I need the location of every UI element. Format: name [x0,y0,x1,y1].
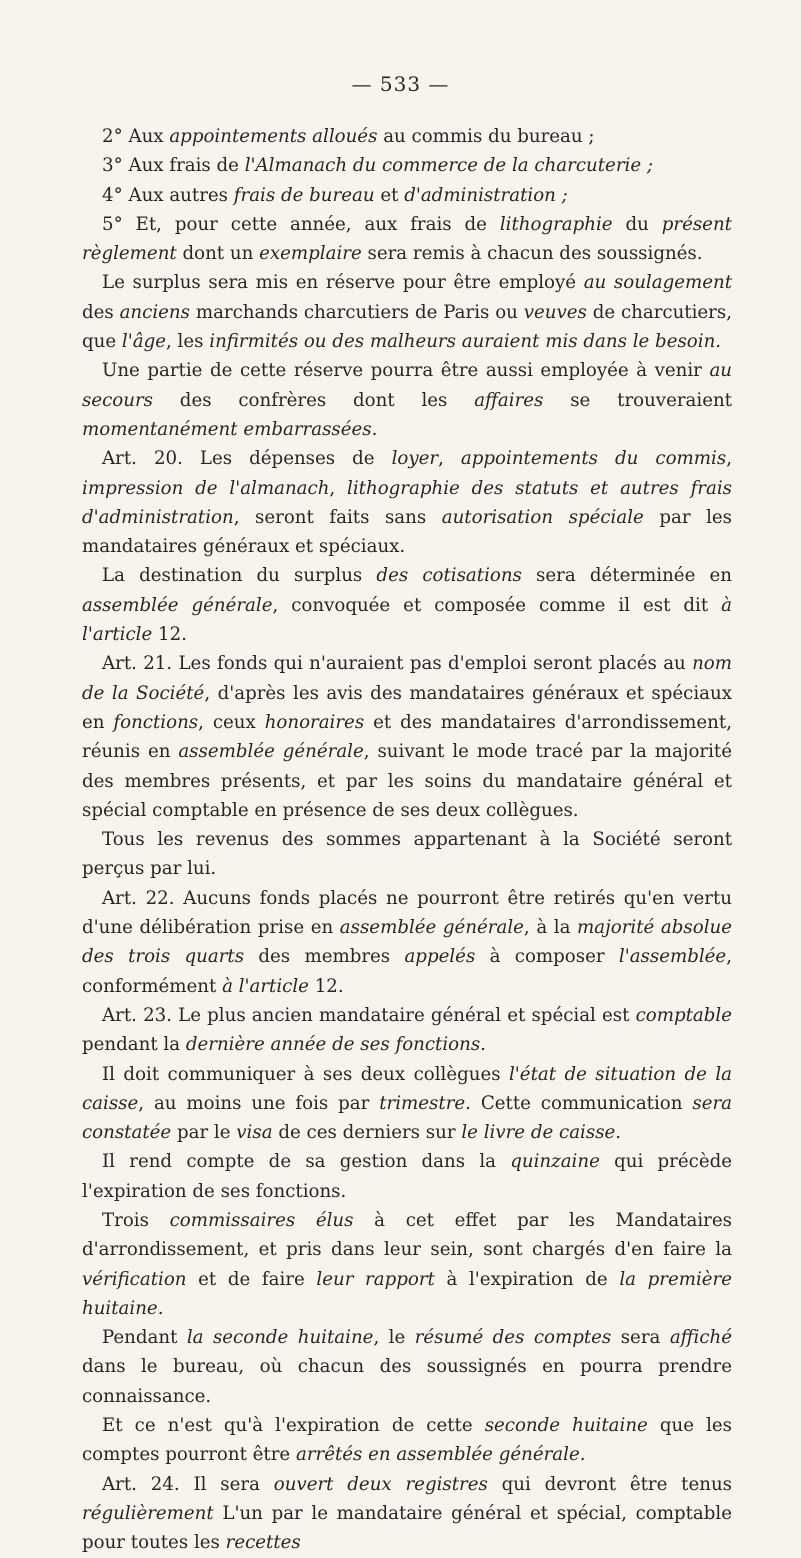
paragraph [82,1323,732,1411]
italic-run: lithographie [499,213,613,235]
italic-run: recettes [225,1532,301,1554]
paragraph [82,561,732,649]
paragraph [82,1470,732,1558]
text-run: 5° Et, pour cette année, aux frais de [102,213,500,235]
paragraph [82,825,732,884]
italic-run: honoraires [264,711,365,733]
italic-run: des cotisations [376,565,522,587]
italic-run: appelés [404,946,476,968]
text-run: , conformément [82,946,732,997]
italic-run: quinzaine [510,1151,600,1173]
text-run: Art. 22. Aucuns fonds placés ne pourront être retirés qu'en vertu d'une délibération prise en [82,887,732,939]
text-run: dans le bureau, où chacun des soussignés en pourra prendre connaissance. [82,1356,732,1407]
paragraph [82,444,732,561]
text-run: , [438,448,461,470]
italic-run: d'administration ; [404,184,568,206]
text-run: , le [373,1327,415,1349]
text-run: qui devront être tenus [487,1473,733,1495]
text-run: de charcutiers, que [82,301,732,353]
italic-run: lithographie des statuts et autres frais d'administration [82,477,732,528]
text-run: et de faire [186,1268,317,1290]
italic-run: à l'article [222,975,309,997]
text-run: que les comptes pourront être [82,1415,732,1466]
paragraph [82,1147,732,1206]
text-run: du [612,213,662,235]
italic-run: vérification [82,1268,187,1290]
text-run: Art. 23. Le plus ancien mandataire général et spécial est [102,1004,636,1026]
italic-run: trimestre. [379,1092,471,1114]
text-run: des confrères dont les [152,389,475,411]
text-run: Il doit communiquer à ses deux collègues [102,1063,509,1085]
italic-run: au secours [82,360,732,411]
text-run: pendant la [82,1034,186,1056]
italic-run: impression de l'almanach [82,477,330,499]
italic-run: l'Almanach du commerce de la charcuterie ; [244,155,654,177]
text-run: Art. 21. Les fonds qui n'auraient pas d'emploi seront placés au [102,653,693,675]
italic-run: arrêtés en assemblée générale. [295,1444,586,1466]
text-run: Tous les revenus des sommes appartenant à la Société seront perçus par lui. [82,829,732,880]
italic-run: exemplaire [259,243,362,265]
text-run: Le surplus sera mis en réserve pour être employé [102,272,584,294]
italic-run: leur rapport [316,1268,435,1290]
text-run: Art. 24. Il sera [102,1473,274,1495]
italic-run: comptable [635,1004,732,1026]
text-run: , convoquée et composée comme il est dit [272,594,722,616]
text-run: , d'après les avis des mandataires généraux et spéciaux en [82,682,732,733]
italic-run: ouvert deux registres [273,1473,488,1495]
italic-run: assemblée générale [178,741,364,763]
italic-run: à l'article [82,594,732,646]
text-run: La destination du surplus [102,565,377,587]
text-run: , les [165,331,210,353]
page-number: — 533 — [351,72,450,96]
text-run: des [82,301,120,323]
text-run: sera [611,1327,670,1349]
paragraph [82,151,732,180]
text-run: Une partie de cette réserve pourra être aussi employée à venir [102,360,710,382]
italic-run: assemblée générale [82,594,273,616]
italic-run: la première huitaine. [82,1268,733,1319]
text-run: Pendant [102,1327,187,1349]
text-run: Il rend compte de sa gestion dans la [102,1151,511,1173]
text-run: , [726,448,732,470]
paragraph [82,122,732,151]
text-run: sera remis à chacun des soussignés. [361,243,703,265]
text-run: , au moins une fois par [138,1092,380,1114]
paragraph [82,210,732,269]
text-run: qui précède l'expiration de ses fonctions. [82,1151,732,1202]
text-run: des membres [244,946,405,968]
italic-run: appointements alloués [169,126,378,147]
italic-run: infirmités ou des malheurs auraient mis dans le besoin. [209,331,722,353]
body-text [82,122,732,1558]
paragraph [82,181,732,210]
italic-run: la seconde huitaine [186,1327,374,1349]
text-run: , seront faits sans [233,506,442,528]
italic-run: dernière année de ses fonctions. [185,1034,486,1056]
text-run: 3° Aux frais de [102,155,245,177]
italic-run: momentanément embarrassées. [82,418,378,440]
text-run: Art. 20. Les dépenses de [102,448,392,470]
italic-run: au soulagement [583,272,733,294]
italic-run: l'état de situation de la caisse [82,1063,732,1114]
italic-run: assemblée générale [339,917,524,939]
italic-run: affiché [669,1327,733,1349]
text-run: 2° Aux [102,126,170,147]
italic-run: frais de bureau [233,184,375,206]
paragraph [82,1060,732,1148]
paragraph [82,356,732,444]
italic-run: majorité absolue des trois quarts [82,917,732,968]
italic-run: autorisation spéciale [441,506,644,528]
text-run: 12. [308,975,344,997]
paragraph [82,1001,732,1060]
italic-run: anciens [119,301,190,323]
text-run: par les mandataires généraux et spéciaux. [82,506,732,558]
paragraph [82,884,732,1001]
italic-run: présent règlement [82,213,732,265]
italic-run: loyer [391,448,439,470]
paragraph [82,268,732,356]
italic-run: régulièrement [82,1502,214,1524]
text-run: par le [171,1122,237,1144]
italic-run: visa [236,1122,273,1144]
text-run: Trois [102,1209,170,1231]
italic-run: nom de la Société [82,653,732,704]
text-run: à l'expiration de [434,1268,620,1290]
text-run: , suivant le mode tracé par la majorité des membres présents, et par les soins du mandataire général et spécial comptable en présence de ses deux collègues. [82,741,732,821]
text-run: dont un [176,243,260,265]
text-run: et des mandataires d'arrondissement, réunis en [82,711,732,763]
text-run: 4° Aux autres [102,184,234,206]
text-run: au commis du bureau ; [377,126,595,147]
italic-run: le livre de caisse. [461,1122,622,1144]
text-run: L'un par le mandataire général et spécial, comptable pour toutes les [82,1502,732,1554]
text-run: à composer [475,946,619,968]
text-run: 12. [152,624,187,646]
paragraph [82,1411,732,1470]
text-run: sera déterminée en [521,565,732,587]
paragraph [82,649,732,825]
text-run: de ces derniers sur [272,1122,462,1144]
italic-run: veuves [523,301,587,323]
text-run: à cet effet par les Mandataires d'arrondissement, et pris dans leur sein, sont chargés d'en faire la [82,1209,732,1261]
italic-run: sera constatée [82,1092,732,1144]
italic-run: l'âge [121,331,166,353]
italic-run: fonctions [113,711,199,733]
paragraph [82,1206,732,1323]
text-run: , à la [523,917,578,939]
italic-run: appointements du commis [460,448,727,470]
italic-run: l'assemblée [618,946,727,968]
text-run: Cette communication [470,1092,693,1114]
text-run: se trouveraient [543,389,732,411]
italic-run: affaires [474,389,544,411]
text-run: Et ce n'est qu'à l'expiration de cette [102,1415,485,1437]
text-run: , ceux [198,711,265,733]
italic-run: résumé des comptes [414,1327,612,1349]
italic-run: seconde huitaine [484,1415,648,1437]
text-run: marchands charcutiers de Paris ou [189,301,524,323]
text-run: et [374,184,405,206]
text-run: , [329,477,348,499]
italic-run: commissaires élus [169,1209,354,1231]
